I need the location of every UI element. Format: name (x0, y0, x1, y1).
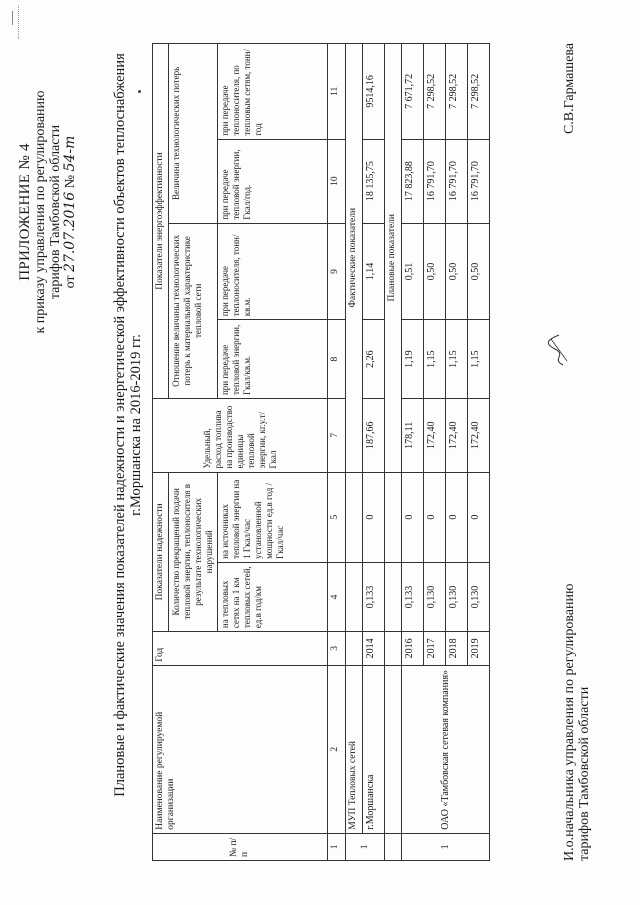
number-prefix: № (63, 174, 78, 189)
cell-fuel: 172,40 (446, 399, 468, 473)
header-on-sources: на источниках тепловой энергии на 1 Гкал/час установленной мощности ед.в год /Гкал/час (218, 472, 328, 562)
header-organization: Наименование регулируемой организации (153, 665, 328, 833)
header-fuel: Удельный, расход топлива на производство единицы тепловой энергии, кг.у.т/Гкал (153, 399, 328, 473)
signer-name: С.В.Гармашева (562, 43, 577, 135)
cell-ratio-energy: 2,26 (363, 320, 385, 399)
org-name-line-2: г.Моршанска (363, 665, 385, 833)
org-name-line-1: МУП Тепловых сетей (346, 665, 363, 833)
cell-losses-carrier: 7 298,52 (468, 44, 490, 140)
empty-cell (385, 472, 402, 562)
cell-losses-energy: 18 135,75 (363, 139, 385, 223)
row-number: 1 (346, 833, 385, 860)
header-ratio-energy: при передаче тепловой энергии, Гкал/кв.м. (218, 320, 328, 399)
header-losses-carrier: при передаче теплоносителя, по тепловым сетям, тонн/год (218, 44, 328, 140)
cell-ratio-carrier: 0,50 (424, 223, 446, 320)
cell-sources: 0 (468, 472, 490, 562)
document-title (112, 45, 144, 805)
document-title-line-1: Плановые и фактические значения показателей надежности и энергетической эффективности объектов теплоснабжения (112, 53, 128, 797)
col-number: 8 (328, 320, 346, 399)
header-losses-energy: при передаче тепловой энергии, Гкал/год. (218, 139, 328, 223)
cell-losses-energy: 16 791,70 (446, 139, 468, 223)
row-number: 1 (402, 833, 490, 860)
table-row (402, 44, 424, 861)
col-number: 10 (328, 139, 346, 223)
cell-year: 2014 (363, 632, 385, 666)
document-title-line-2: г.Моршанска на 2016-2019 гг. (128, 334, 144, 516)
signer-position-line-2: тарифов Тамбовской области (577, 686, 592, 861)
cell-sources: 0 (446, 472, 468, 562)
org-name: ОАО «Тамбовская сетевая компания» (402, 665, 490, 833)
cell-networks: 0,133 (363, 562, 385, 631)
cell-ratio-carrier: 1,14 (363, 223, 385, 320)
col-number: 11 (328, 44, 346, 140)
header-tech-losses: Величина технологических потерь (169, 44, 218, 224)
date-prefix: от (63, 275, 78, 289)
header-ratio-carrier: при передаче теплоносителя, тонн/кв.м. (218, 223, 328, 320)
cell-ratio-energy: 1,15 (446, 320, 468, 399)
cell-losses-carrier: 7 298,52 (446, 44, 468, 140)
section-actual-row (346, 44, 363, 861)
empty-cell (385, 833, 402, 860)
cell-networks: 0,130 (468, 562, 490, 631)
empty-cell (385, 632, 402, 666)
cell-fuel: 172,40 (468, 399, 490, 473)
empty-cell (385, 562, 402, 631)
appendix-header (18, 42, 78, 382)
cell-ratio-energy: 1,19 (402, 320, 424, 399)
cell-sources: 0 (363, 472, 385, 562)
cell-fuel: 178,11 (402, 399, 424, 473)
header-interruptions: Количество прекращений подачи тепловой энергии, теплоносителя в результате технологических нарушений (169, 472, 218, 632)
indicators-table (152, 43, 490, 861)
col-number: 2 (328, 665, 346, 833)
cell-ratio-carrier: 0,50 (446, 223, 468, 320)
appendix-line-1: к приказу управления по регулированию (33, 90, 48, 334)
col-number: 5 (328, 472, 346, 562)
signer-position-line-1: И.о.начальника управления по регулированию (562, 583, 577, 861)
section-actual-label: Фактические показатели (346, 44, 363, 473)
section-planned-label: Плановые показатели (385, 44, 402, 473)
cell-losses-energy: 17 823,88 (402, 139, 424, 223)
cell-losses-energy: 16 791,70 (424, 139, 446, 223)
col-number: 4 (328, 562, 346, 631)
header-loss-ratio: Отношение величины технологических потерь к материальной характеристике тепловой сети (169, 223, 218, 398)
header-on-networks: на тепловых сетях на 1 км тепловых сетей, ед.в год/км (218, 562, 328, 631)
empty-cell (346, 472, 363, 562)
empty-cell (346, 632, 363, 666)
cell-losses-carrier: 7 671,72 (402, 44, 424, 140)
cell-year: 2018 (446, 632, 468, 666)
empty-cell (385, 665, 402, 833)
cell-ratio-carrier: 0,50 (468, 223, 490, 320)
header-reliability: Показатели надежности (153, 472, 169, 632)
order-date: 27.07.2016 (62, 191, 78, 272)
order-number: 54-т (62, 135, 78, 172)
cell-networks: 0,130 (424, 562, 446, 631)
col-number: 3 (328, 632, 346, 666)
scan-dot (138, 90, 141, 93)
cell-losses-carrier: 7 298,52 (424, 44, 446, 140)
header-energy-efficiency: Показатели энергоэффективности (153, 44, 169, 399)
cell-year: 2016 (402, 632, 424, 666)
cell-networks: 0,133 (402, 562, 424, 631)
column-numbers-row (328, 44, 346, 861)
cell-ratio-carrier: 0,51 (402, 223, 424, 320)
cell-ratio-energy: 1,15 (424, 320, 446, 399)
cell-fuel: 172,40 (424, 399, 446, 473)
empty-cell (346, 562, 363, 631)
scan-mark (12, 11, 13, 25)
footer (562, 43, 592, 861)
scan-mark-dotted (18, 5, 19, 39)
appendix-title: ПРИЛОЖЕНИЕ № 4 (17, 143, 33, 281)
col-number: 1 (328, 833, 346, 860)
appendix-line-2: тарифов Тамбовской области (48, 124, 63, 300)
cell-losses-energy: 16 791,70 (468, 139, 490, 223)
cell-year: 2019 (468, 632, 490, 666)
cell-sources: 0 (402, 472, 424, 562)
cell-losses-carrier: 9514,16 (363, 44, 385, 140)
cell-sources: 0 (424, 472, 446, 562)
col-number: 9 (328, 223, 346, 320)
cell-fuel: 187,66 (363, 399, 385, 473)
cell-networks: 0,130 (446, 562, 468, 631)
appendix-line-3 (63, 42, 78, 382)
header-number: № п/ п (153, 833, 328, 860)
col-number: 7 (328, 399, 346, 473)
table-row (363, 44, 385, 861)
header-year: Год (153, 632, 328, 666)
cell-year: 2017 (424, 632, 446, 666)
section-planned-row (385, 44, 402, 861)
cell-ratio-energy: 1,15 (468, 320, 490, 399)
